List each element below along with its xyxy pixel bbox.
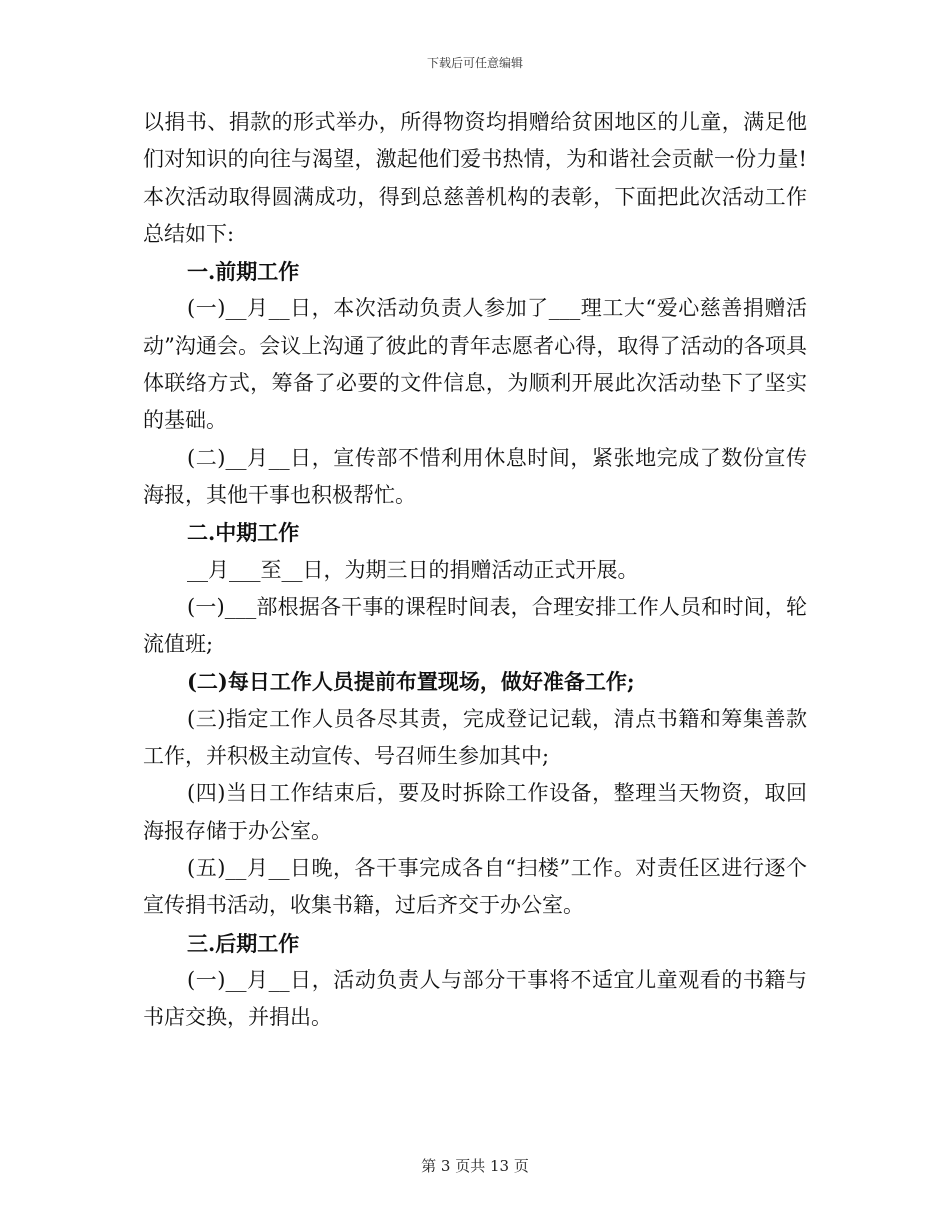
section-heading-late: 三.后期工作 xyxy=(187,930,300,956)
paragraph-middle-intro: __月___至__日，为期三日的捐赠活动正式开展。 xyxy=(187,557,639,582)
paragraph-middle-4: (四)当日工作结束后，要及时拆除工作设备，整理当天物资，取回海报存储于办公室。 xyxy=(143,781,807,843)
document-body xyxy=(143,104,807,1036)
paragraph-middle-3: (三)指定工作人员各尽其责，完成登记记载，清点书籍和筹集善款工作，并积极主动宣传、号召师生参加其中; xyxy=(143,706,807,769)
section-heading-early: 一.前期工作 xyxy=(187,259,300,285)
paragraph-late-1: (一)__月__日，活动负责人与部分干事将不适宜儿童观看的书籍与书店交换，并捐出。 xyxy=(143,967,807,1030)
paragraph-middle-5: (五)__月__日晚，各干事完成各自“扫楼”工作。对责任区进行逐个宣传捐书活动，收集书籍，过后齐交于办公室。 xyxy=(143,855,807,918)
page-header: 下载后可任意编辑 xyxy=(426,56,523,70)
section-heading-middle: 二.中期工作 xyxy=(187,520,300,546)
paragraph-middle-1: (一)___部根据各干事的课程时间表，合理安排工作人员和时间，轮流值班; xyxy=(143,594,807,657)
paragraph-early-2: (二)__月__日，宣传部不惜利用休息时间，紧张地完成了数份宣传海报，其他干事也积极帮忙。 xyxy=(143,445,807,507)
intro-paragraph: 以捐书、捐款的形式举办，所得物资均捐赠给贫困地区的儿童，满足他们对知识的向往与渴望，激起他们爱书热情，为和谐社会贡献一份力量!本次活动取得圆满成功，得到总慈善机构的表彰，下面把此次活动工作总结如下: xyxy=(143,110,807,246)
page-number-footer: 第 3 页共 13 页 xyxy=(421,1157,529,1175)
paragraph-early-1: (一)__月__日，本次活动负责人参加了___理工大“爱心慈善捐赠活动”沟通会。会议上沟通了彼此的青年志愿者心得，取得了活动的各项具体联络方式，筹备了必要的文件信息，为顺利开展此次活动垫下了坚实的基础。 xyxy=(143,296,807,433)
paragraph-middle-2: (二)每日工作人员提前布置现场，做好准备工作; xyxy=(187,669,635,695)
